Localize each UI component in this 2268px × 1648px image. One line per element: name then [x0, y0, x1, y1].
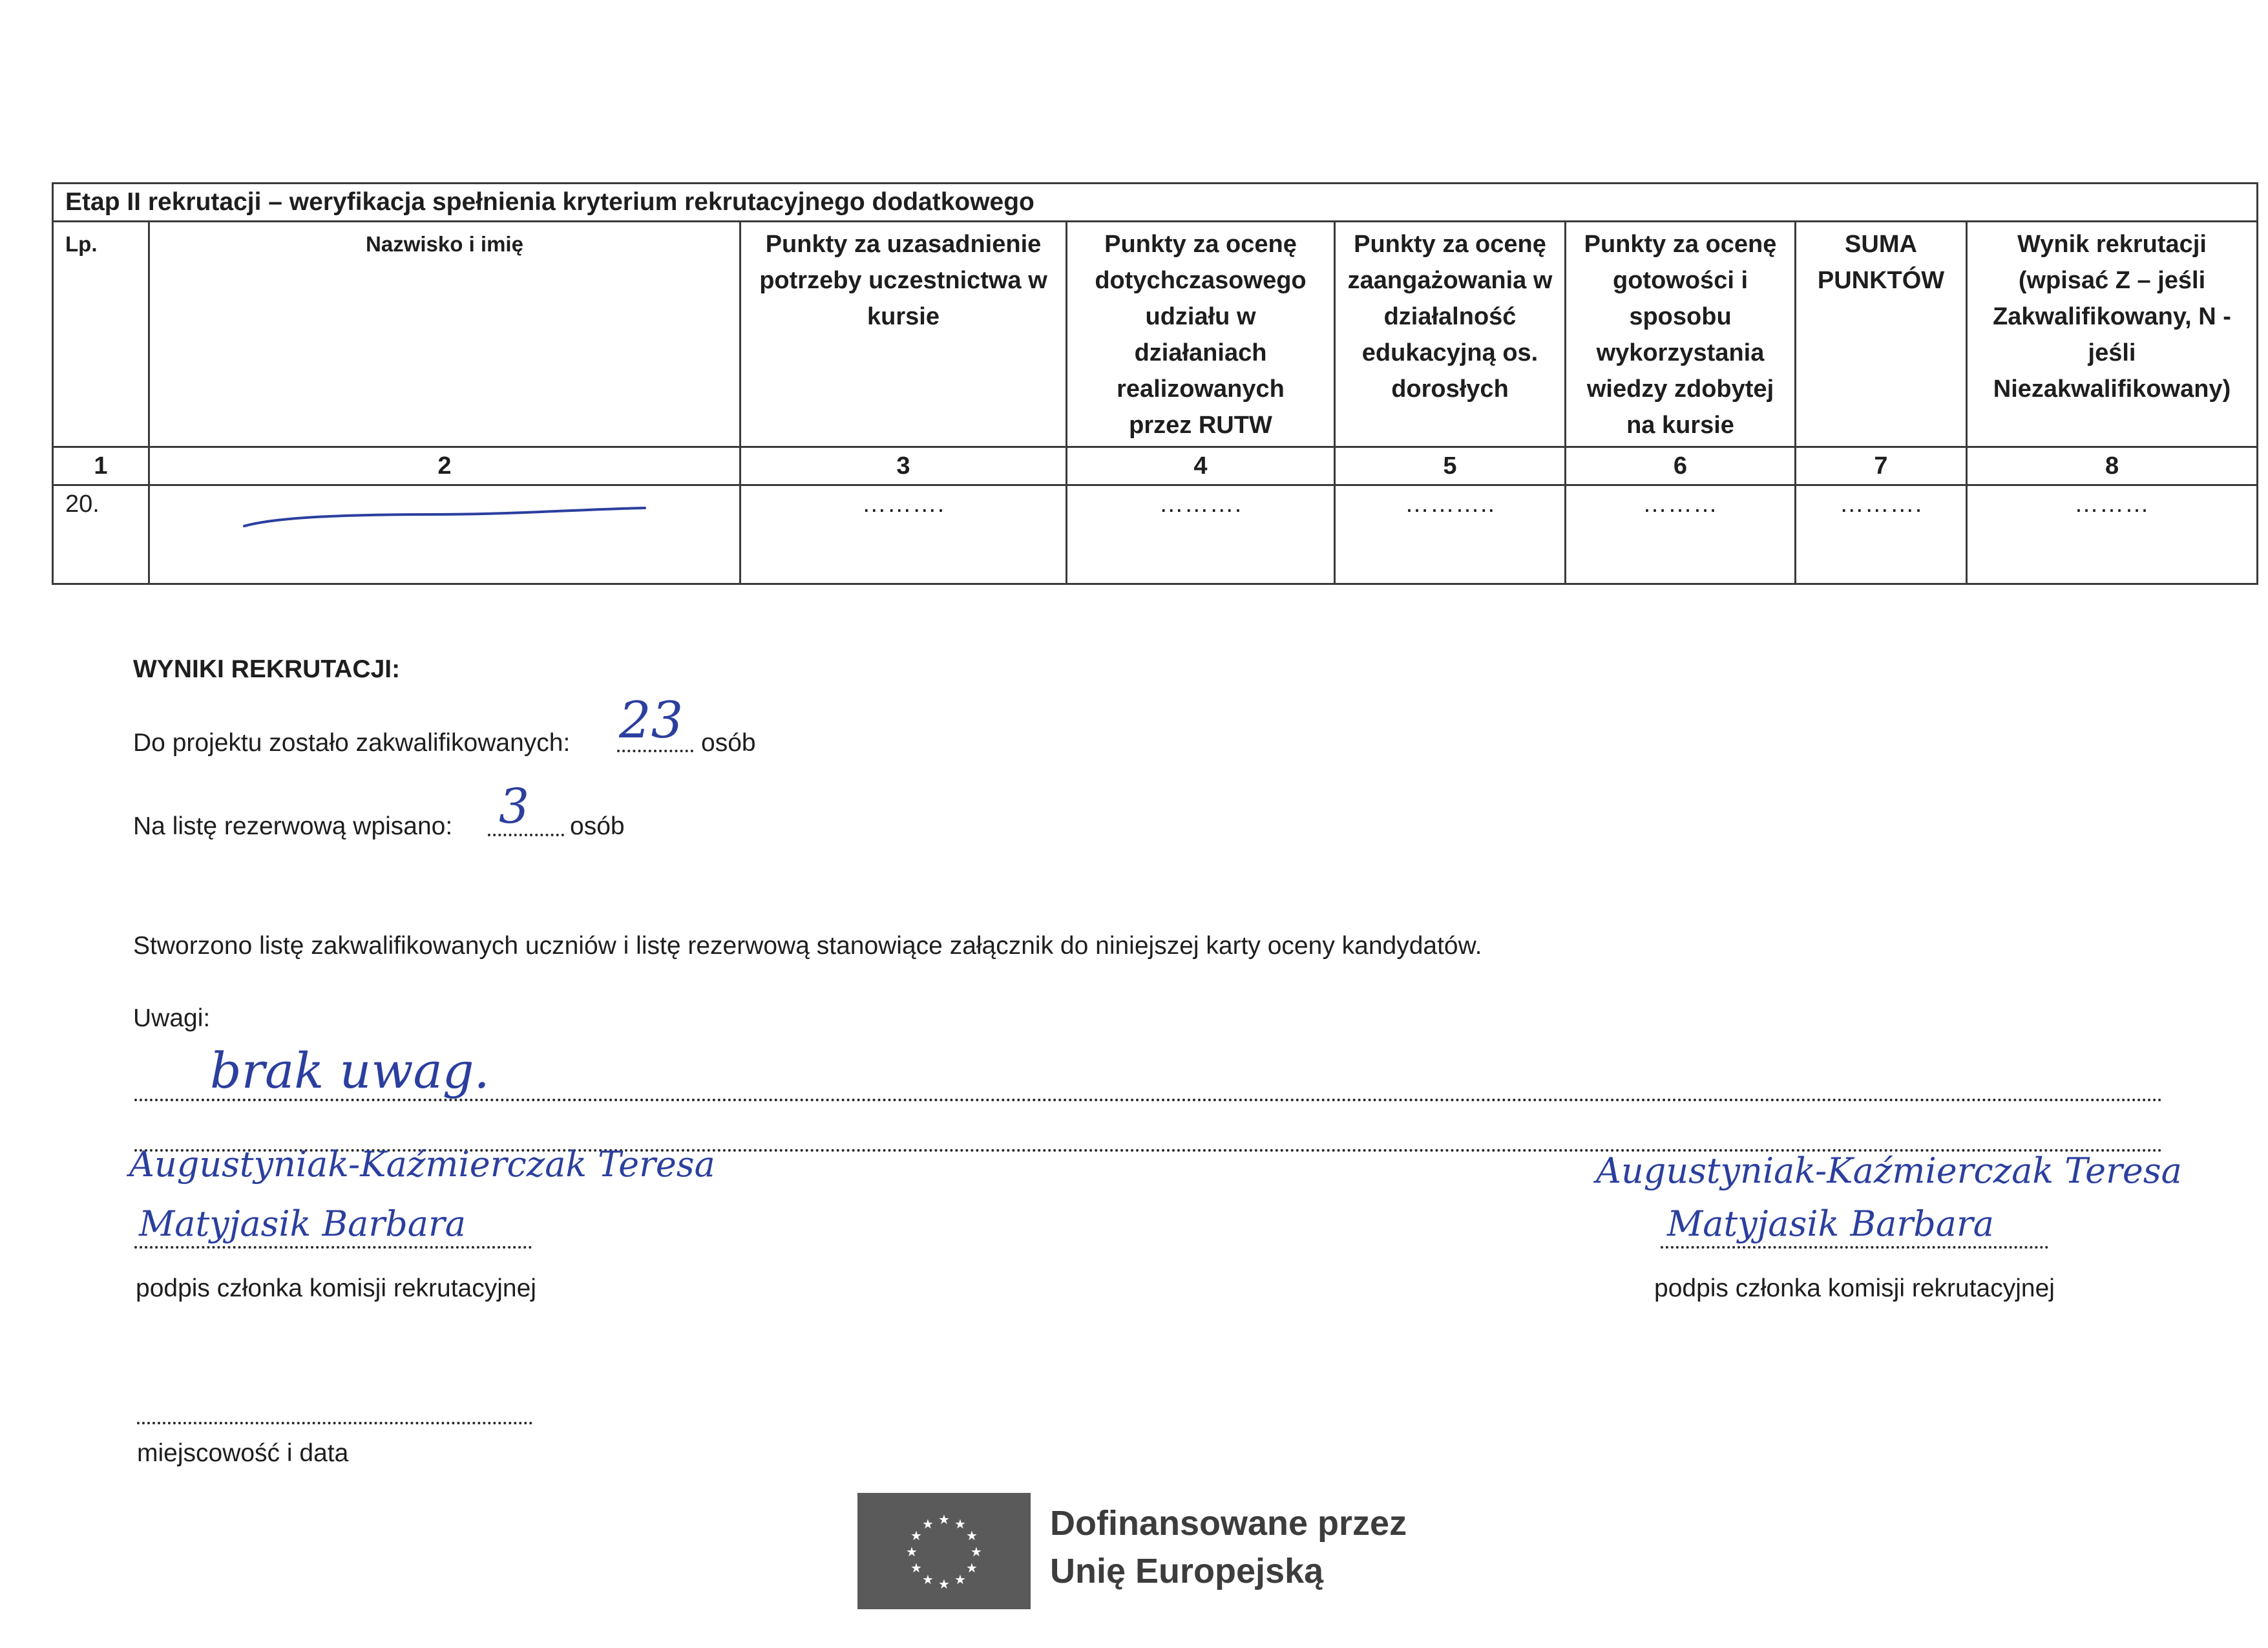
column-number: 2	[149, 447, 740, 485]
column-number: 4	[1067, 447, 1335, 485]
left-signature-2: Matyjasik Barbara	[139, 1203, 466, 1244]
header-readiness: Punkty za ocenę gotowości i sposobu wykorzystania wiedzy zdobytej na kursie	[1566, 222, 1796, 447]
svg-text:★: ★	[966, 1560, 978, 1576]
row-cell: ………..	[1335, 485, 1566, 584]
column-number-row	[53, 447, 2258, 485]
column-number: 3	[740, 447, 1067, 485]
svg-text:★: ★	[938, 1512, 950, 1527]
header-engagement: Punkty za ocenę zaangażowania w działalność edukacyjną os. dorosłych	[1335, 222, 1566, 447]
results-heading: WYNIKI REKRUTACJI:	[133, 655, 401, 683]
row-cell: ……….	[740, 485, 1067, 584]
eu-flag-icon	[857, 1493, 1031, 1609]
eu-funding-line-1: Dofinansowane przez	[1050, 1504, 1407, 1543]
svg-text:★: ★	[966, 1528, 978, 1543]
column-number: 7	[1796, 447, 1967, 485]
eu-funding-text	[1050, 1499, 1407, 1595]
remarks-handwritten: brak uwag.	[210, 1042, 490, 1099]
eu-stars-icon	[857, 1493, 1031, 1609]
svg-text:★: ★	[938, 1576, 950, 1592]
table-row	[53, 485, 2258, 584]
redacted-name-stroke	[218, 486, 671, 538]
right-signature-caption: podpis członka komisji rekrutacyjnej	[1654, 1274, 2055, 1302]
svg-text:★: ★	[906, 1544, 918, 1559]
reserve-label: Na listę rezerwową wpisano:	[133, 812, 453, 840]
svg-text:★: ★	[922, 1516, 934, 1532]
evaluation-table	[52, 182, 2258, 585]
qualified-value: 23	[619, 692, 684, 750]
qualified-label: Do projektu zostało zakwalifikowanych:	[133, 729, 571, 757]
header-name: Nazwisko i imię	[149, 222, 740, 447]
reserve-value: 3	[499, 779, 530, 834]
svg-text:★: ★	[910, 1560, 922, 1576]
qualified-field-dots	[617, 750, 693, 752]
row-lp: 20.	[53, 485, 149, 584]
header-result: Wynik rekrutacji (wpisać Z – jeśli Zakwalifikowany, N - jeśli Niezakwalifikowany)	[1967, 222, 2258, 447]
remarks-label: Uwagi:	[133, 1004, 211, 1032]
statement-text: Stworzono listę zakwalifikowanych uczniów i listę rezerwową stanowiące załącznik do niniejszej karty oceny kandydatów.	[133, 932, 1482, 960]
reserve-suffix: osób	[570, 812, 625, 840]
header-sum: SUMA PUNKTÓW	[1796, 222, 1967, 447]
row-cell: ……….	[1067, 485, 1335, 584]
column-number: 5	[1335, 447, 1566, 485]
header-participation: Punkty za ocenę dotychczasowego udziału w działaniach realizowanych przez RUTW	[1067, 222, 1335, 447]
qualified-suffix: osób	[701, 729, 756, 757]
svg-text:★: ★	[910, 1528, 922, 1543]
row-name-cell	[149, 485, 740, 584]
svg-text:★: ★	[954, 1572, 966, 1587]
table-header-row	[53, 222, 2258, 447]
right-signature-1: Augustyniak-Kaźmierczak Teresa	[1596, 1150, 2182, 1191]
column-number: 6	[1566, 447, 1796, 485]
header-justification: Punkty za uzasadnienie potrzeby uczestnictwa w kursie	[740, 222, 1067, 447]
left-signature-1: Augustyniak-Kaźmierczak Teresa	[129, 1144, 715, 1185]
right-signature-2: Matyjasik Barbara	[1667, 1203, 1994, 1244]
row-cell: ………	[1967, 485, 2258, 584]
left-signature-caption: podpis członka komisji rekrutacyjnej	[136, 1274, 536, 1302]
left-signature-line	[134, 1246, 532, 1249]
row-cell: ……….	[1796, 485, 1967, 584]
table-title: Etap II rekrutacji – weryfikacja spełnienia kryterium rekrutacyjnego dodatkowego	[53, 184, 2258, 222]
svg-text:★: ★	[922, 1572, 934, 1587]
svg-text:★: ★	[971, 1544, 982, 1559]
header-lp: Lp.	[53, 222, 149, 447]
place-date-label: miejscowość i data	[137, 1439, 349, 1467]
row-cell: ………	[1566, 485, 1796, 584]
svg-text:★: ★	[954, 1516, 966, 1532]
place-date-line	[137, 1422, 532, 1424]
column-number: 8	[1967, 447, 2258, 485]
eu-funding-line-2: Unię Europejską	[1050, 1552, 1324, 1590]
right-signature-line	[1661, 1246, 2048, 1249]
column-number: 1	[53, 447, 149, 485]
